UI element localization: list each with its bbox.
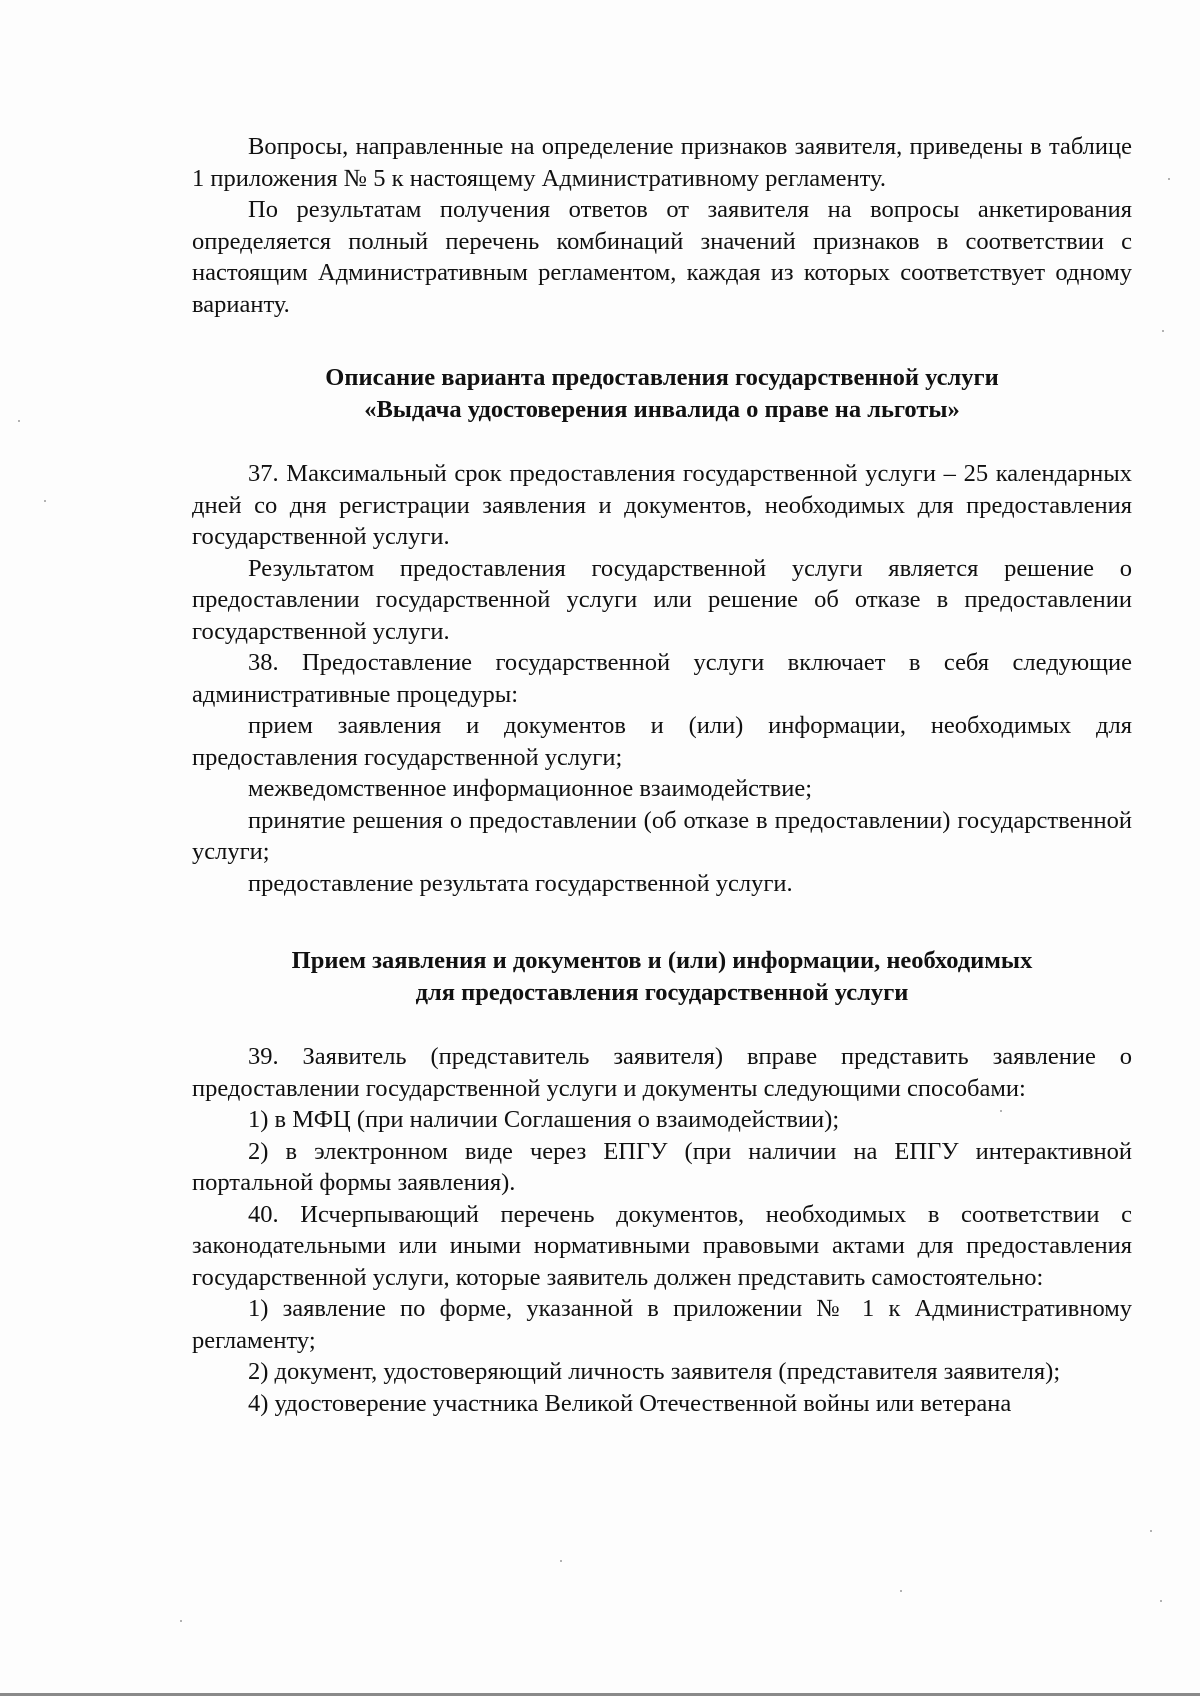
heading-line: для предоставления государственной услуги — [415, 978, 909, 1006]
paragraph: 40. Исчерпывающий перечень документов, необходимых в соответствии с законодательными или иными нормативными правовыми актами для предоставления государственной услуги, которые заявитель должен представить самостоятельно: — [192, 1200, 1132, 1291]
list-item: 1) заявление по форме, указанной в приложении № 1 к Административному регламенту; — [192, 1295, 1132, 1354]
list-item: прием заявления и документов и (или) информации, необходимых для предоставления государственной услуги; — [192, 712, 1132, 771]
scan-speck — [44, 500, 46, 502]
list-item: 1) в МФЦ (при наличии Соглашения о взаимодействии); — [248, 1106, 840, 1133]
list-item: 4) удостоверение участника Великой Отечественной войны или ветерана — [248, 1389, 1012, 1417]
heading-line: «Выдача удостоверения инвалида о праве на льготы» — [364, 395, 960, 423]
paragraph: Вопросы, направленные на определение признаков заявителя, приведены в таблице 1 приложения № 5 к настоящему Административному регламенту. — [192, 133, 1132, 192]
scan-speck — [1160, 1600, 1162, 1602]
list-item: межведомственное информационное взаимодействие; — [248, 775, 813, 802]
section-heading-reception — [192, 945, 1132, 1008]
scan-speck — [1162, 330, 1164, 332]
scan-speck — [1150, 1530, 1152, 1532]
scan-speck — [900, 1590, 902, 1592]
paragraph: 37. Максимальный срок предоставления государственной услуги – 25 календарных дней со дня регистрации заявления и документов, необходимых для предоставления государственной услуги. — [192, 460, 1132, 550]
section-heading-variant — [192, 362, 1132, 425]
paragraph: Результатом предоставления государственной услуги является решение о предоставлении государственной услуги или решение об отказе в предоставлении государственной услуги. — [192, 554, 1132, 645]
paragraph: 39. Заявитель (представитель заявителя) вправе представить заявление о предоставлении государственной услуги и документы следующими способами: — [192, 1043, 1132, 1102]
list-item: 2) в электронном виде через ЕПГУ (при наличии на ЕПГУ интерактивной портальной формы заявления). — [192, 1137, 1132, 1196]
list-item: 2) документ, удостоверяющий личность заявителя (представителя заявителя); — [248, 1358, 1061, 1385]
scan-speck — [560, 1560, 562, 1562]
heading-line: Описание варианта предоставления государственной услуги — [325, 364, 999, 391]
heading-line: Прием заявления и документов и (или) информации, необходимых — [291, 947, 1033, 974]
list-item: предоставление результата государственной услуги. — [248, 869, 793, 897]
list-item: принятие решения о предоставлении (об отказе в предоставлении) государственной услуги; — [192, 806, 1132, 865]
paragraph: По результатам получения ответов от заявителя на вопросы анкетирования определяется полный перечень комбинаций значений признаков в соответствии с настоящим Административным регламентом, каждая из которых соответствует одному варианту. — [192, 196, 1132, 318]
paragraph: 38. Предоставление государственной услуги включает в себя следующие административные процедуры: — [192, 649, 1132, 708]
scan-speck — [1168, 178, 1170, 180]
scan-speck — [1000, 1110, 1002, 1112]
reception-section — [192, 1041, 1132, 1419]
scan-speck — [18, 420, 20, 422]
scan-speck — [180, 1620, 182, 1622]
intro-section — [192, 131, 1132, 320]
variant-section — [192, 458, 1132, 899]
